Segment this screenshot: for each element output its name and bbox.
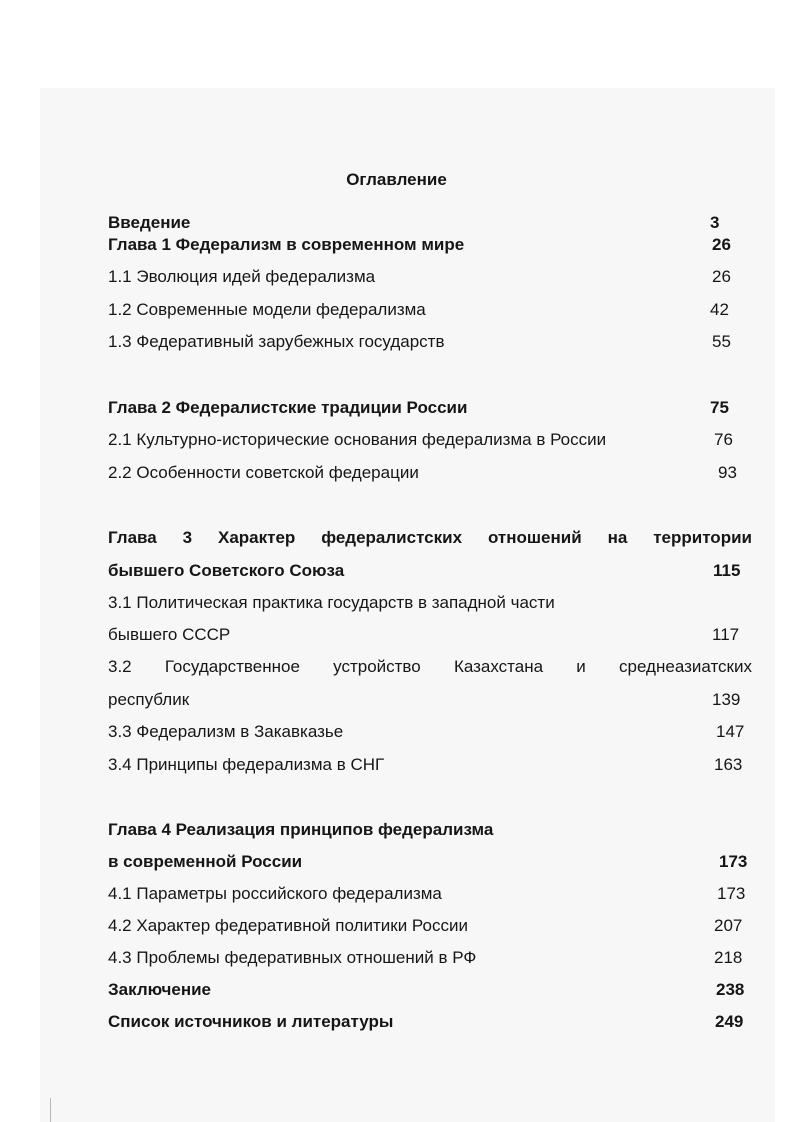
toc-entry-intro: Введение (108, 213, 191, 232)
toc-page-section-3-2: 139 (712, 690, 741, 709)
toc-entry-section-1-2: 1.2 Современные модели федерализма (108, 300, 426, 319)
toc-word: на (607, 528, 628, 547)
toc-word: Государственное (164, 657, 300, 676)
toc-entry-section-3-1-line1: 3.1 Политическая практика государств в западной части (108, 593, 555, 612)
toc-page-chapter-2: 75 (710, 398, 729, 417)
toc-page-sources: 249 (715, 1012, 744, 1031)
toc-page-section-4-1: 173 (717, 884, 746, 903)
toc-word: отношений (487, 528, 582, 547)
toc-entry-section-3-3: 3.3 Федерализм в Закавказье (108, 722, 344, 741)
toc-entry-conclusion: Заключение (108, 980, 211, 999)
toc-entry-section-2-1: 2.1 Культурно-исторические основания федерализма в России (108, 430, 607, 449)
toc-entry-section-1-1: 1.1 Эволюция идей федерализма (108, 267, 376, 286)
toc-word: 3 (182, 528, 193, 547)
toc-word: Казахстана (453, 657, 544, 676)
toc-word: федералистских (321, 528, 463, 547)
toc-word: территории (653, 528, 752, 547)
toc-entry-chapter-3-line1 (108, 528, 752, 548)
toc-word: и (576, 657, 586, 676)
toc-entry-section-4-3: 4.3 Проблемы федеративных отношений в РФ (108, 948, 477, 967)
toc-entry-sources: Список источников и литературы (108, 1012, 394, 1031)
toc-page-section-3-1: 117 (712, 625, 740, 644)
toc-page-section-1-3: 55 (712, 332, 731, 351)
toc-word: Характер (217, 528, 296, 547)
toc-page-section-4-3: 218 (714, 948, 743, 967)
toc-entry-section-3-1-line2: бывшего СССР (108, 625, 231, 644)
page-title: Оглавление (346, 170, 447, 189)
toc-page-section-2-1: 76 (714, 430, 733, 449)
toc-entry-chapter-4-line2: в современной России (108, 852, 303, 871)
toc-page-section-2-2: 93 (718, 463, 737, 482)
toc-page-section-1-1: 26 (712, 267, 731, 286)
toc-page-chapter-1: 26 (712, 235, 731, 254)
toc-word: устройство (333, 657, 421, 676)
toc-page-chapter-4: 173 (719, 852, 748, 871)
toc-entry-section-1-3: 1.3 Федеративный зарубежных государств (108, 332, 445, 351)
toc-page-chapter-3: 115 (713, 561, 741, 580)
toc-entry-chapter-2: Глава 2 Федералистские традиции России (108, 398, 468, 417)
toc-entry-section-4-1: 4.1 Параметры российского федерализма (108, 884, 442, 903)
scan-artifact (50, 1098, 51, 1122)
toc-word: Глава (108, 528, 157, 547)
toc-entry-section-2-2: 2.2 Особенности советской федерации (108, 463, 419, 482)
toc-page-section-1-2: 42 (710, 300, 729, 319)
toc-entry-chapter-3-line2: бывшего Советского Союза (108, 561, 345, 580)
toc-page-intro: 3 (710, 213, 720, 232)
toc-page-section-3-4: 163 (714, 755, 743, 774)
toc-entry-section-4-2: 4.2 Характер федеративной политики России (108, 916, 468, 935)
toc-entry-section-3-2-line1 (108, 657, 752, 677)
toc-entry-section-3-4: 3.4 Принципы федерализма в СНГ (108, 755, 385, 774)
toc-page-section-4-2: 207 (714, 916, 743, 935)
toc-entry-chapter-4-line1: Глава 4 Реализация принципов федерализма (108, 820, 494, 839)
toc-entry-chapter-1: Глава 1 Федерализм в современном мире (108, 235, 465, 254)
toc-page-section-3-3: 147 (716, 722, 745, 741)
toc-word: среднеазиатских (619, 657, 752, 676)
toc-page-conclusion: 238 (716, 980, 745, 999)
toc-entry-section-3-2-line2: республик (108, 690, 190, 709)
toc-word: 3.2 (108, 657, 132, 676)
